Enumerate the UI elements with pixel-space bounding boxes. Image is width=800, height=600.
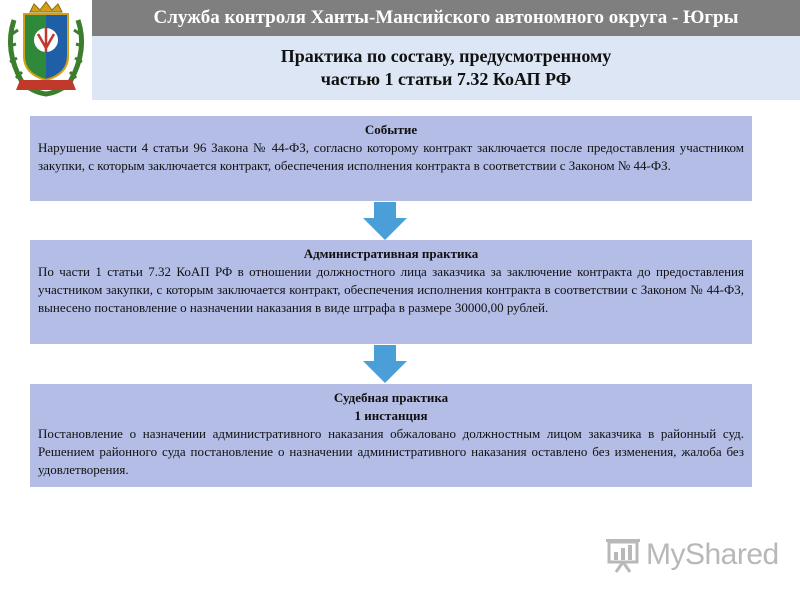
event-text: Нарушение части 4 статьи 96 Закона № 44-ФЗ, согласно которому контракт заключается после предоставления участником закупки, с которым заключается контракт, обеспечения исполнения контракта в соответствии с Законом № 44-ФЗ. bbox=[38, 140, 744, 173]
coat-of-arms-logo bbox=[0, 0, 92, 100]
slide-title-line-2: частью 1 статьи 7.32 КоАП РФ bbox=[320, 69, 572, 89]
header-title: Служба контроля Ханты-Мансийского автономного округа - Югры bbox=[153, 7, 739, 28]
court-practice-box bbox=[30, 384, 752, 487]
down-arrow-icon bbox=[361, 345, 409, 383]
down-arrow-icon bbox=[361, 202, 409, 240]
watermark bbox=[604, 535, 779, 575]
slide-title-line-1: Практика по составу, предусмотренному bbox=[280, 46, 612, 66]
header-bar bbox=[92, 0, 800, 36]
event-box bbox=[30, 116, 752, 201]
admin-practice-title: Административная практика bbox=[303, 246, 479, 261]
admin-practice-box bbox=[30, 240, 752, 344]
court-practice-text: Постановление о назначении административного наказания обжаловано должностным лицом заказчика в районный суд. Решением районного суда постановление о назначении административного наказания оставлено без изменения, жалоба без удовлетворения. bbox=[38, 426, 744, 477]
event-title: Событие bbox=[364, 122, 418, 137]
presentation-board-icon bbox=[604, 536, 642, 574]
watermark-text: MyShared bbox=[646, 538, 779, 571]
admin-practice-text: По части 1 статьи 7.32 КоАП РФ в отношении должностного лица заказчика за заключение контракта до предоставления участником закупки, с которым заключается контракт, обеспечения исполнения контракта в соответствии с Законом № 44-ФЗ, вынесено постановление о назначении наказания в виде штрафа в размере 30000,00 рублей. bbox=[38, 264, 744, 315]
court-instance-label: 1 инстанция bbox=[354, 408, 428, 423]
slide-title bbox=[92, 36, 800, 100]
coat-of-arms-icon bbox=[0, 0, 92, 100]
court-practice-title: Судебная практика bbox=[333, 390, 449, 405]
